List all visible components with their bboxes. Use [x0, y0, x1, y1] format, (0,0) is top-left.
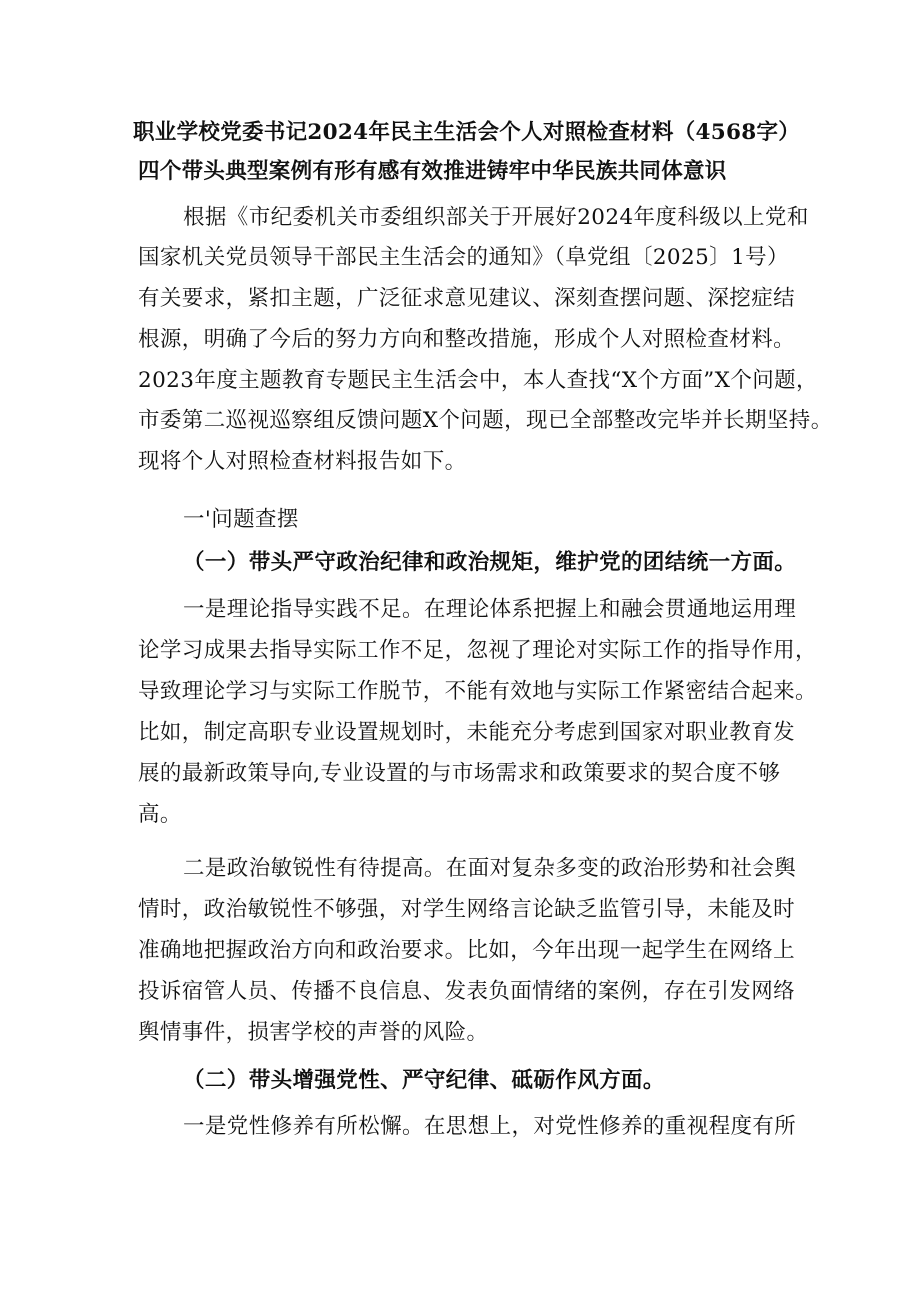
- intro-line: 根源，明确了今后的努力方向和整改措施，形成个人对照检查材料。: [138, 327, 796, 352]
- subsection-heading: （一）带头严守政治纪律和政治规矩，维护党的团结统一方面。: [183, 550, 797, 575]
- intro-line: 现将个人对照检查材料报告如下。: [138, 449, 467, 474]
- paragraph-line: 二是政治敏锐性有待提高。在面对复杂多变的政治形势和社会舆: [183, 856, 797, 881]
- paragraph-line: 论学习成果去指导实际工作不足，忽视了理论对实际工作的指导作用，: [138, 638, 817, 663]
- paragraph-line: 情时，政治敏锐性不够强，对学生网络言论缺乏监管引导，未能及时: [138, 897, 796, 922]
- intro-line: 市委第二巡视巡察组反馈问题X个问题，现已全部整改完毕并长期坚持。: [138, 408, 833, 433]
- subsection-heading: （二）带头增强党性、严守纪律、砥砺作风方面。: [183, 1068, 665, 1093]
- paragraph-line: 一是理论指导实践不足。在理论体系把握上和融会贯通地运用理: [183, 597, 797, 622]
- paragraph-line: 高。: [138, 802, 182, 827]
- paragraph-line: 投诉宿管人员、传播不良信息、发表负面情绪的案例，存在引发网络: [138, 979, 796, 1004]
- intro-line: 有关要求，紧扣主题，广泛征求意见建议、深刻查摆问题、深挖症结: [138, 286, 796, 311]
- paragraph-line: 一是党性修养有所松懈。在思想上，对党性修养的重视程度有所: [183, 1114, 797, 1139]
- intro-line: 国家机关党员领导干部民主生活会的通知》（阜党组〔2025〕1号）: [138, 245, 789, 270]
- document-title-line-1: 职业学校党委书记2024年民主生活会个人对照检查材料（4568字）: [133, 120, 801, 145]
- paragraph-line: 导致理论学习与实际工作脱节，不能有效地与实际工作紧密结合起来。: [138, 679, 817, 704]
- intro-line: 2023年度主题教育专题民主生活会中，本人查找“X个方面”X个问题，: [138, 368, 818, 393]
- paragraph-line: 舆情事件，损害学校的声誉的风险。: [138, 1020, 489, 1045]
- paragraph-line: 准确地把握政治方向和政治要求。比如，今年出现一起学生在网络上: [138, 938, 796, 963]
- paragraph-line: 展的最新政策导向,专业设置的与市场需求和政策要求的契合度不够: [138, 761, 781, 786]
- section-heading: 一'问题查摆: [183, 507, 299, 532]
- intro-line: 根据《市纪委机关市委组织部关于开展好2024年度科级以上党和: [183, 205, 809, 230]
- paragraph-line: 比如，制定高职专业设置规划时，未能充分考虑到国家对职业教育发: [138, 720, 796, 745]
- document-title-line-2: 四个带头典型案例有形有感有效推进铸牢中华民族共同体意识: [138, 159, 727, 184]
